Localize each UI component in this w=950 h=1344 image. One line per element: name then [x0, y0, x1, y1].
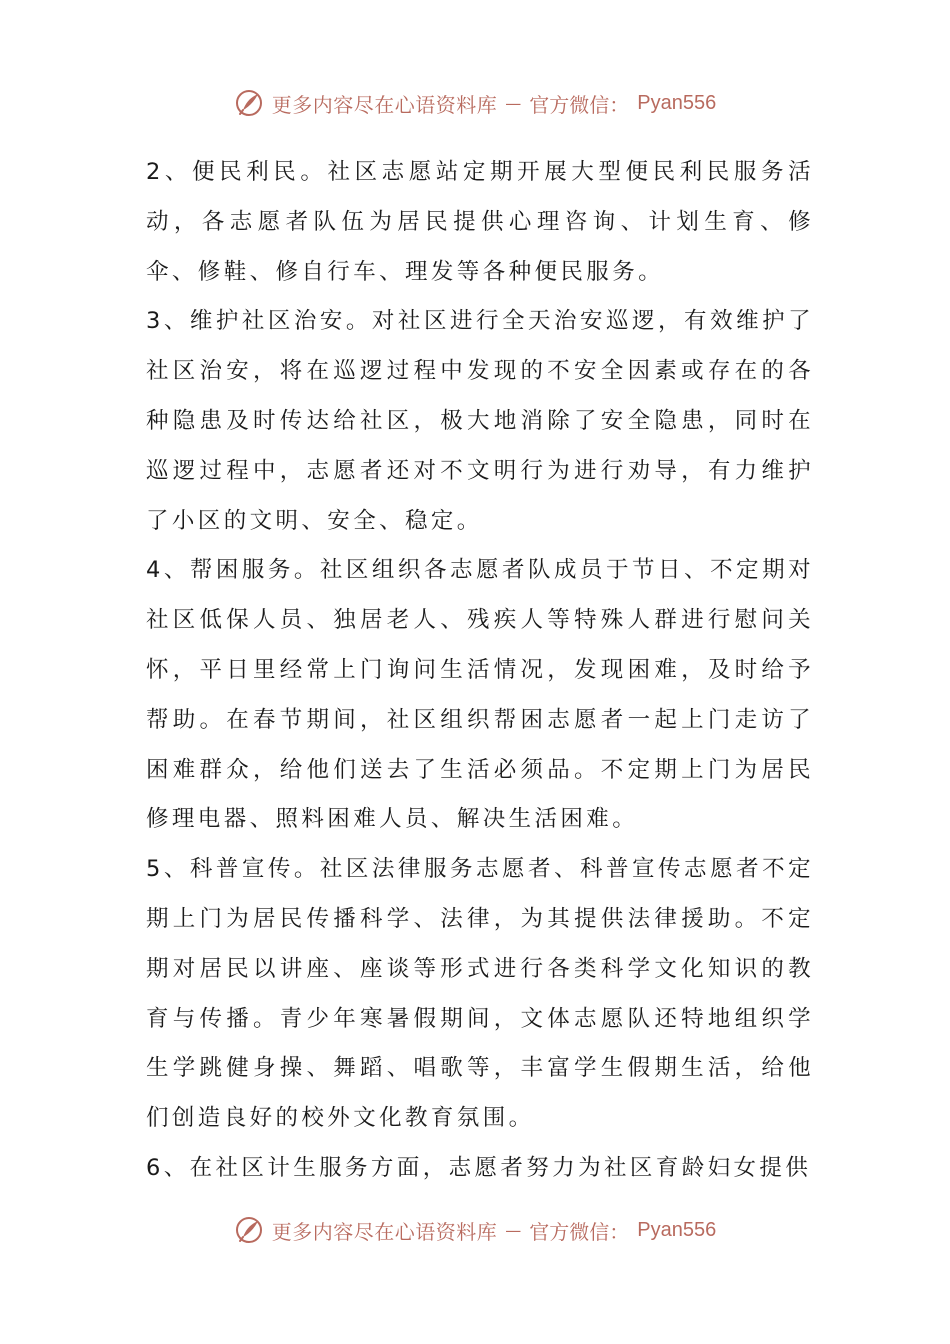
paragraph: 2、便民利民。社区志愿站定期开展大型便民利民服务活动，各志愿者队伍为居民提供心理咨询、计划生育、修伞、修鞋、修自行车、理发等各种便民服务。 [146, 159, 814, 285]
watermark-suffix: 官方微信： [529, 92, 630, 117]
watermark-account: Pyan556 [637, 1218, 717, 1241]
watermark-account: Pyan556 [637, 91, 717, 114]
header-watermark [0, 83, 950, 123]
document-body [146, 148, 814, 1194]
paragraph: 3、维护社区治安。对社区进行全天治安巡逻，有效维护了社区治安，将在巡逻过程中发现的不安全因素或存在的各种隐患及时传达给社区，极大地消除了安全隐患，同时在巡逻过程中，志愿者还对不文明行为进行劝导，有力维护了小区的文明、安全、稳定。 [146, 308, 814, 534]
paragraph: 6、在社区计生服务方面，志愿者努力为社区育龄妇女提供 [146, 1154, 812, 1181]
quill-logo-icon [234, 88, 264, 118]
watermark-text: 更多内容尽在心语资料库 [271, 92, 498, 117]
paragraph: 4、帮困服务。社区组织各志愿者队成员于节日、不定期对社区低保人员、独居老人、残疾人等特殊人群进行慰问关怀，平日里经常上门询问生活情况，发现困难，及时给予帮助。在春节期间，社区组织帮困志愿者一起上门走访了困难群众，给他们送去了生活必须品。不定期上门为居民修理电器、照料困难人员、解决生活困难。 [146, 557, 814, 833]
footer-watermark [0, 1210, 950, 1250]
watermark-separator: — [505, 93, 522, 113]
watermark-text: 更多内容尽在心语资料库 [271, 1219, 498, 1244]
paragraph: 5、科普宣传。社区法律服务志愿者、科普宣传志愿者不定期上门为居民传播科学、法律，为其提供法律援助。不定期对居民以讲座、座谈等形式进行各类科学文化知识的教育与传播。青少年寒暑假期间，文体志愿队还特地组织学生学跳健身操、舞蹈、唱歌等，丰富学生假期生活，给他们创造良好的校外文化教育氛围。 [146, 856, 814, 1132]
quill-logo-icon [234, 1215, 264, 1245]
watermark-suffix: 官方微信： [529, 1219, 630, 1244]
watermark-separator: — [505, 1220, 522, 1240]
